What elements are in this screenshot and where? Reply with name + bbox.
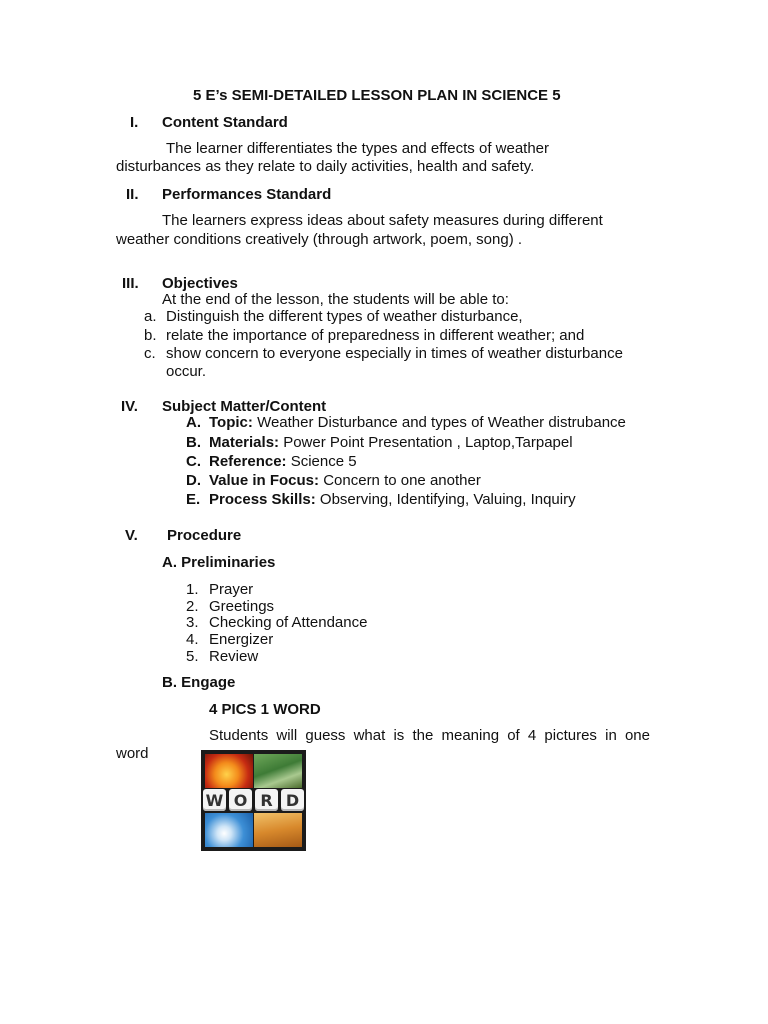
list-item: Energizer [209,631,274,648]
sky-picture [205,813,253,847]
item-label: Reference: [209,453,287,470]
paragraph-line: The learner differentiates the types and effects of weather [166,140,550,157]
list-item [209,453,357,471]
list-marker: 4. [186,631,199,648]
list-item-continuation: occur. [166,363,207,380]
item-label: Materials: [209,434,280,451]
section-heading: Procedure [167,527,242,544]
list-marker: E. [186,491,201,508]
list-marker: A. [186,414,201,431]
list-item: show concern to everyone especially in times of weather disturbance [166,345,623,362]
item-label: Value in Focus: [209,472,320,489]
page-title: 5 E’s SEMI-DETAILED LESSON PLAN IN SCIENCE 5 [193,87,561,104]
list-marker: C. [186,453,201,470]
list-marker: 5. [186,648,199,665]
section-numeral: IV. [121,398,138,415]
logo-letter-tile: W [203,789,226,811]
logo-letter-tile: O [229,789,252,811]
item-value: Observing, Identifying, Valuing, Inquiry [319,491,576,508]
list-marker: 3. [186,614,199,631]
section-numeral: III. [122,275,139,292]
list-marker: B. [186,434,201,451]
list-item: Distinguish the different types of weather disturbance, [166,308,523,325]
logo-letter-tile: D [281,789,304,811]
paragraph-line: word [116,745,149,762]
section-heading: Subject Matter/Content [162,398,327,415]
objectives-intro: At the end of the lesson, the students will be able to: [162,291,509,308]
activity-title: 4 PICS 1 WORD [209,701,321,718]
fire-picture [205,754,253,788]
four-pics-one-word-logo [201,750,306,851]
subsection-heading: A. Preliminaries [162,554,276,571]
list-item: Checking of Attendance [209,614,368,631]
list-item: relate the importance of preparedness in different weather; and [166,327,585,344]
list-item [209,414,626,432]
item-value: Concern to one another [323,472,481,489]
logo-letters [203,789,304,811]
item-value: Power Point Presentation , Laptop,Tarpapel [283,434,573,451]
list-item [209,472,481,490]
list-marker: c. [144,345,156,362]
paragraph-line: weather conditions creatively (through artwork, poem, song) . [116,231,523,248]
section-numeral: II. [126,186,139,203]
item-value: Science 5 [290,453,357,470]
list-item: Greetings [209,598,275,615]
section-heading: Content Standard [162,114,288,131]
item-label: Topic: [209,414,253,431]
list-item: Review [209,648,259,665]
paragraph-line: disturbances as they relate to daily activities, health and safety. [116,158,535,175]
paragraph-line: The learners express ideas about safety measures during different [162,212,603,229]
list-marker: b. [144,327,157,344]
item-value: Weather Disturbance and types of Weather distrubance [257,414,626,431]
list-marker: a. [144,308,157,325]
animal-picture [254,754,302,788]
list-item [209,491,576,509]
section-numeral: I. [130,114,139,131]
logo-letter-tile: R [255,789,278,811]
list-item [209,434,573,452]
section-numeral: V. [125,527,138,544]
paragraph-line: Students will guess what is the meaning of 4 pictures in one [209,727,650,744]
list-marker: 1. [186,581,199,598]
section-heading: Performances Standard [162,186,332,203]
section-heading: Objectives [162,275,238,292]
list-marker: 2. [186,598,199,615]
list-marker: D. [186,472,201,489]
list-item: Prayer [209,581,254,598]
item-label: Process Skills: [209,491,316,508]
subsection-heading: B. Engage [162,674,236,691]
desert-picture [254,813,302,847]
